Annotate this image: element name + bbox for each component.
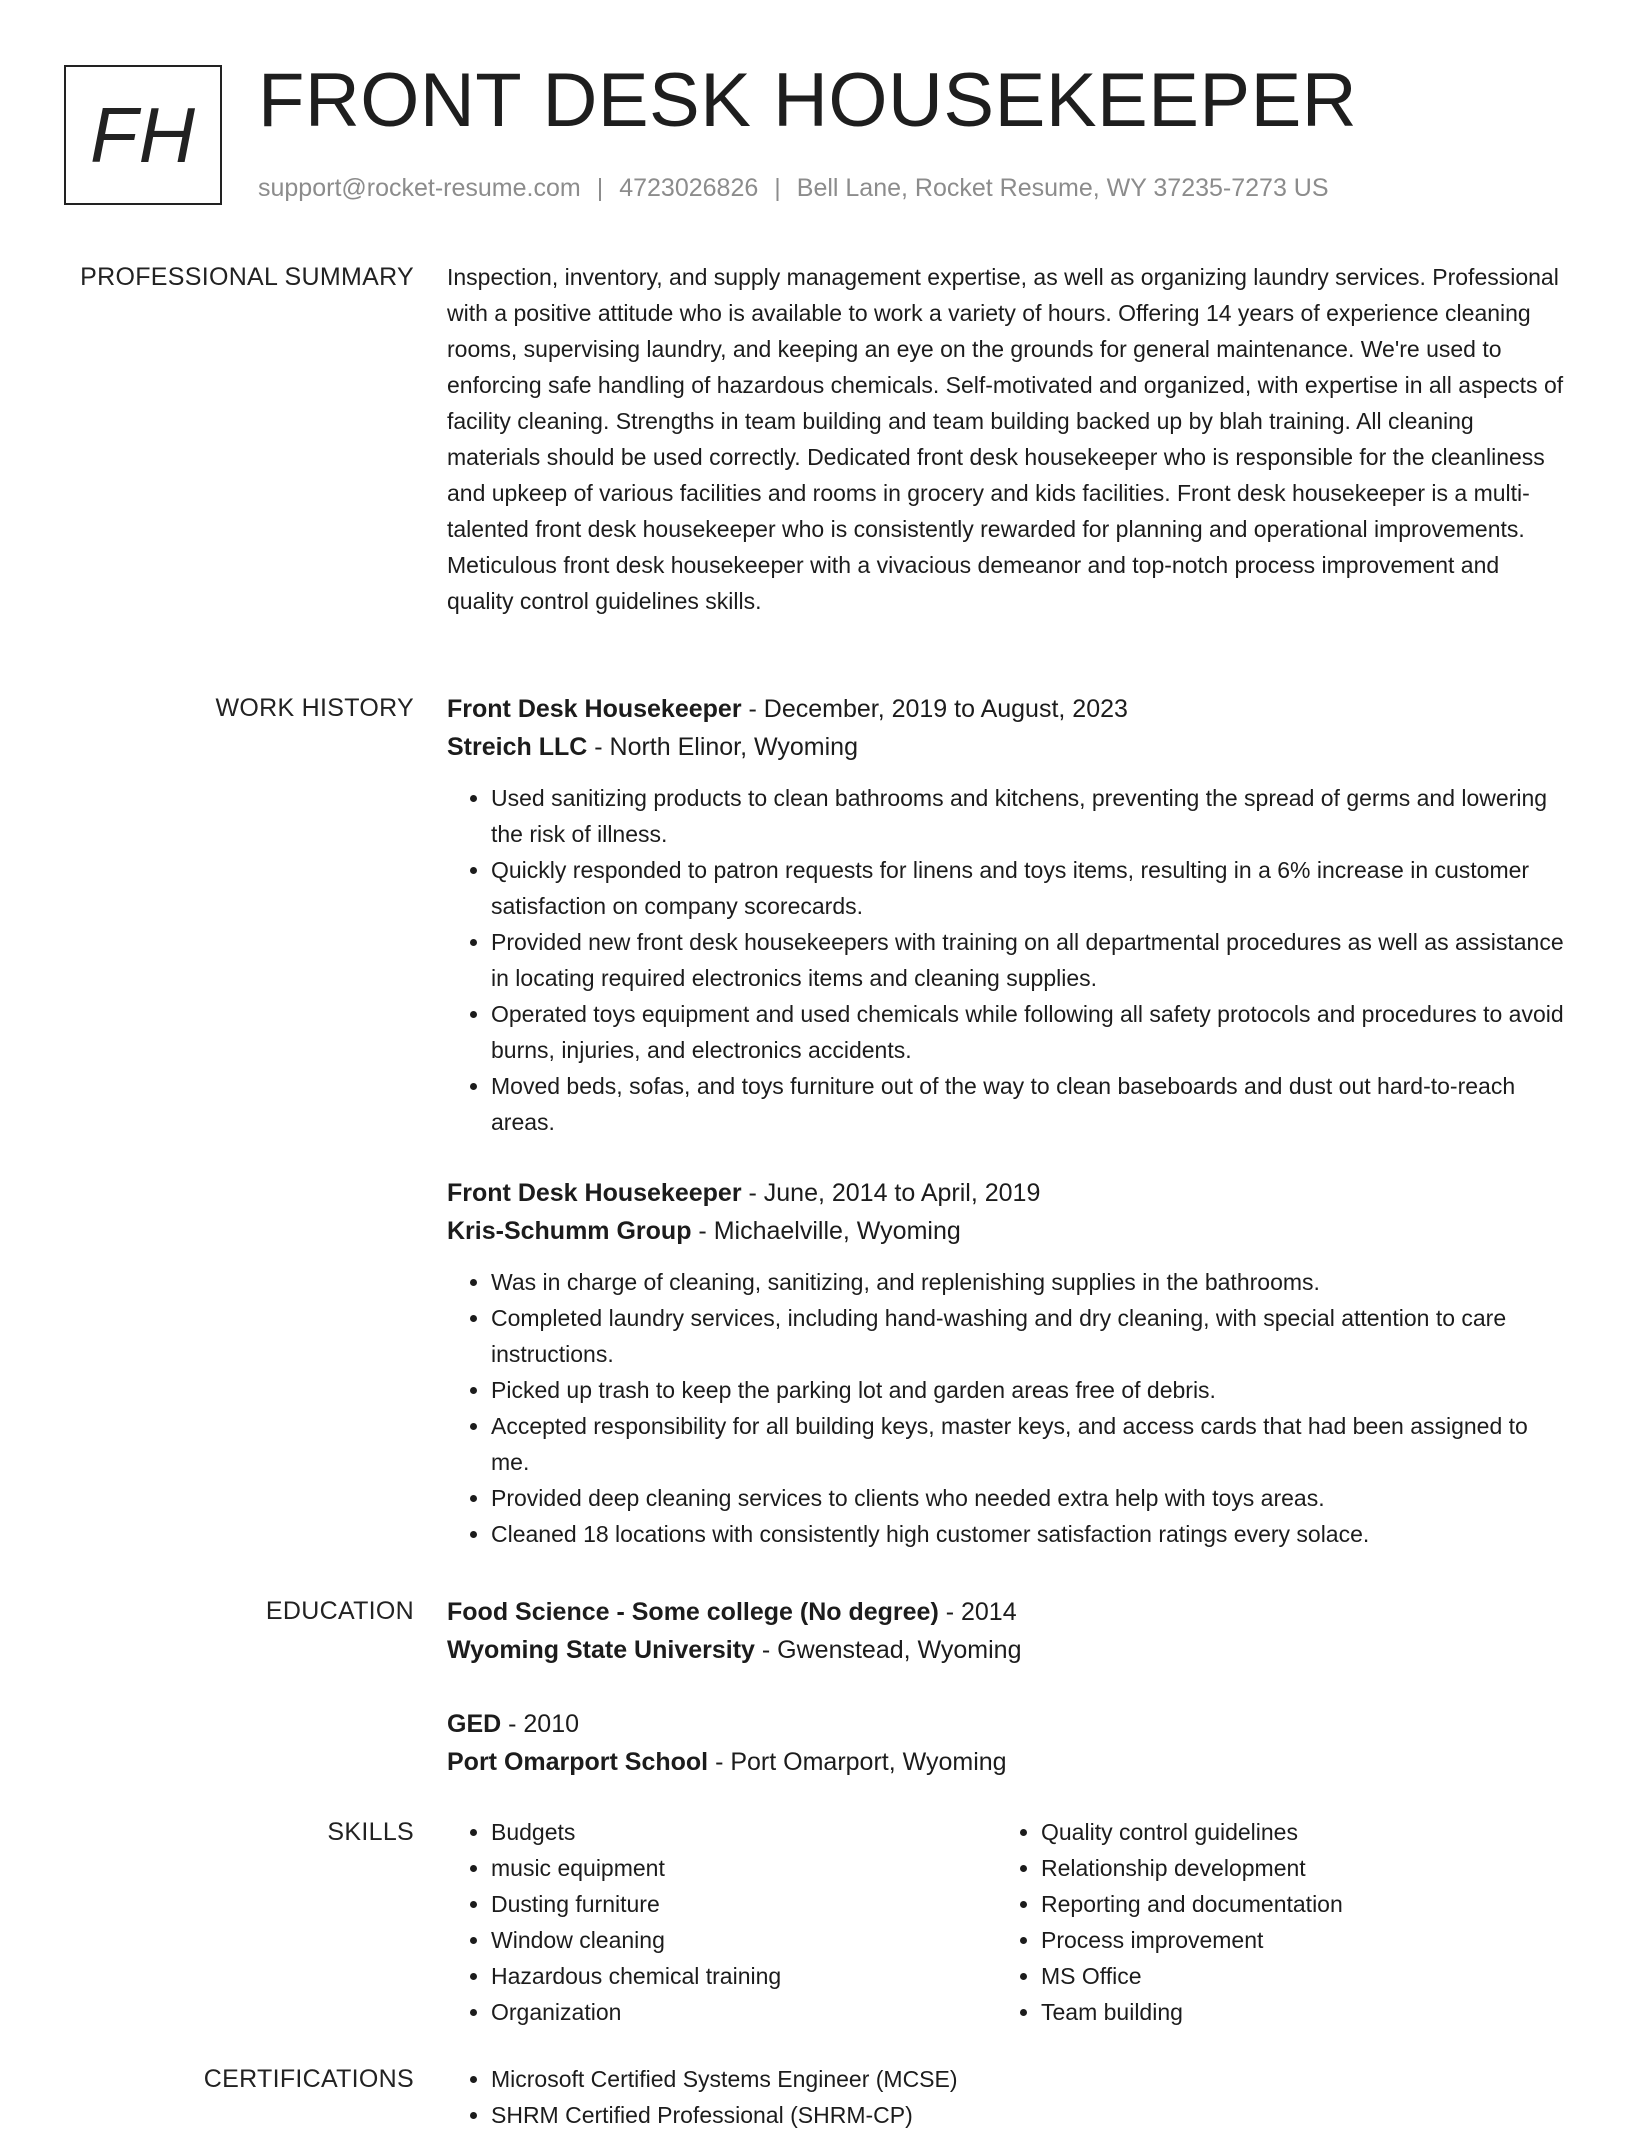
job-dates: - June, 2014 to April, 2019 — [741, 1179, 1041, 1207]
job-title: Front Desk Housekeeper — [447, 695, 742, 723]
skill-item: • Dusting furniture — [491, 1886, 997, 1922]
certification-item: • Microsoft Certified Systems Engineer (MCSE) — [491, 2061, 1567, 2097]
job-bullets — [447, 1264, 1567, 1552]
skill-item: • Reporting and documentation — [1041, 1886, 1547, 1922]
skill-item: • Window cleaning — [491, 1922, 997, 1958]
education-body — [447, 1593, 1567, 1781]
education-year: - 2010 — [501, 1710, 580, 1738]
job-bullet: • Picked up trash to keep the parking lot and garden areas free of debris. — [491, 1372, 1567, 1408]
contact-address: Bell Lane, Rocket Resume, WY 37235-7273 US — [796, 174, 1329, 202]
job-bullet: • Used sanitizing products to clean bathrooms and kitchens, preventing the spread of germs and lowering the risk of illness. — [491, 780, 1567, 852]
job-title: Front Desk Housekeeper — [447, 1179, 742, 1207]
job-title-line — [447, 690, 1567, 728]
job-bullet: • Provided new front desk housekeepers with training on all departmental procedures as well as assistance in locating required electronics items and cleaning supplies. — [491, 924, 1567, 996]
job-bullet: • Operated toys equipment and used chemicals while following all safety protocols and procedures to avoid burns, injuries, and electronics accidents. — [491, 996, 1567, 1068]
job-company-line — [447, 728, 1567, 766]
certification-item: • SHRM Certified Professional (SHRM-CP) — [491, 2097, 1567, 2133]
education-degree: GED — [447, 1710, 502, 1738]
skill-item: • Relationship development — [1041, 1850, 1547, 1886]
summary-body — [447, 259, 1567, 619]
education-degree-line — [447, 1593, 1567, 1631]
job-company-line — [447, 1212, 1567, 1250]
resume-name: FRONT DESK HOUSEKEEPER — [258, 58, 1358, 143]
job-title-line — [447, 1174, 1567, 1212]
job-location: - North Elinor, Wyoming — [587, 733, 858, 761]
education-school: Port Omarport School — [447, 1748, 709, 1776]
job-entry — [447, 690, 1567, 1140]
skills-column-right — [997, 1814, 1547, 2030]
section-label-education: EDUCATION — [265, 1597, 414, 1625]
skill-item: • Organization — [491, 1994, 997, 2030]
job-bullet: • Provided deep cleaning services to clients who needed extra help with toys areas. — [491, 1480, 1567, 1516]
job-bullet: • Accepted responsibility for all building keys, master keys, and access cards that had been assigned to me. — [491, 1408, 1567, 1480]
job-location: - Michaelville, Wyoming — [691, 1217, 961, 1245]
work-history-body — [447, 690, 1567, 1552]
section-label-skills: SKILLS — [327, 1818, 414, 1846]
education-location: - Gwenstead, Wyoming — [754, 1636, 1022, 1664]
skill-item: • MS Office — [1041, 1958, 1547, 1994]
section-label-work-history: WORK HISTORY — [215, 694, 414, 722]
contact-phone[interactable]: 4723026826 — [619, 174, 759, 202]
education-year: - 2014 — [938, 1598, 1017, 1626]
education-degree: Food Science - Some college (No degree) — [447, 1598, 939, 1626]
education-school-line — [447, 1743, 1567, 1781]
job-bullet: • Completed laundry services, including hand-washing and dry cleaning, with special attention to care instructions. — [491, 1300, 1567, 1372]
job-dates: - December, 2019 to August, 2023 — [741, 695, 1128, 723]
skill-item: • Team building — [1041, 1994, 1547, 2030]
education-entry — [447, 1593, 1567, 1669]
skill-item: • Budgets — [491, 1814, 997, 1850]
section-label-summary: PROFESSIONAL SUMMARY — [80, 263, 414, 291]
contact-email[interactable]: support@rocket-resume.com — [258, 174, 581, 202]
education-location: - Port Omarport, Wyoming — [708, 1748, 1007, 1776]
education-school-line — [447, 1631, 1567, 1669]
certification-list — [447, 2061, 1567, 2133]
section-label-certifications: CERTIFICATIONS — [203, 2065, 414, 2093]
skill-item: • Quality control guidelines — [1041, 1814, 1547, 1850]
contact-line — [258, 174, 1329, 203]
contact-separator: | — [596, 174, 604, 202]
contact-separator: | — [774, 174, 781, 202]
skill-item: • Hazardous chemical training — [491, 1958, 997, 1994]
skills-column-left — [447, 1814, 997, 2030]
job-bullet: • Was in charge of cleaning, sanitizing, and replenishing supplies in the bathrooms. — [491, 1264, 1567, 1300]
job-entry — [447, 1174, 1567, 1552]
certifications-body — [447, 2061, 1567, 2133]
monogram-logo — [64, 65, 222, 205]
skill-item: • Process improvement — [1041, 1922, 1547, 1958]
summary-text: Inspection, inventory, and supply management expertise, as well as organizing laundry services. Professional with a positive attitude who is available to work a variety of hours. Offering 14 years of experience cleaning rooms, supervising laundry, and keeping an eye on the grounds for general maintenance. We're used to enforcing safe handling of hazardous chemicals. Self-motivated and organized, with expertise in all aspects of facility cleaning. Strengths in team building and team building backed up by blah training. All cleaning materials should be used correctly. Dedicated front desk housekeeper who is responsible for the cleanliness and upkeep of various facilities and rooms in grocery and kids facilities. Front desk housekeeper is a multi-talented front desk housekeeper who is consistently rewarded for planning and operational improvements. Meticulous front desk housekeeper with a vivacious demeanor and top-notch process improvement and quality control guidelines skills. — [447, 264, 1564, 614]
job-bullet: • Cleaned 18 locations with consistently high customer satisfaction ratings every solace. — [491, 1516, 1567, 1552]
job-company: Kris-Schumm Group — [447, 1217, 692, 1245]
job-bullets — [447, 780, 1567, 1140]
monogram-text: FH — [90, 90, 196, 179]
job-bullet: • Moved beds, sofas, and toys furniture out of the way to clean baseboards and dust out hard-to-reach areas. — [491, 1068, 1567, 1140]
education-entry — [447, 1705, 1567, 1781]
job-bullet: • Quickly responded to patron requests for linens and toys items, resulting in a 6% increase in customer satisfaction on company scorecards. — [491, 852, 1567, 924]
education-degree-line — [447, 1705, 1567, 1743]
skills-body — [447, 1814, 1567, 2030]
job-company: Streich LLC — [447, 733, 588, 761]
education-school: Wyoming State University — [447, 1636, 755, 1664]
skill-item: • music equipment — [491, 1850, 997, 1886]
